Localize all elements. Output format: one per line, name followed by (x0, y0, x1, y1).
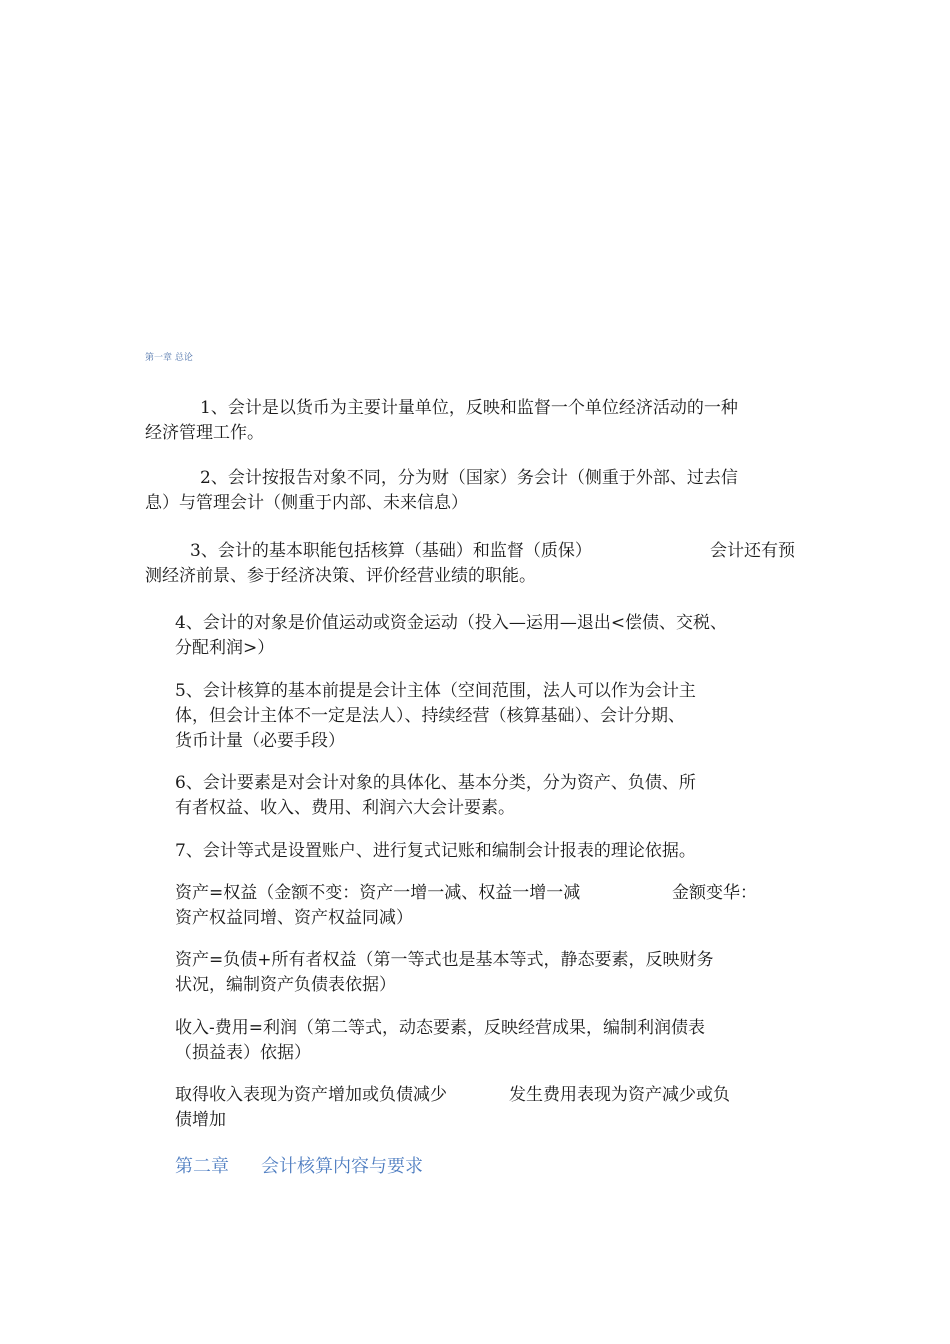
equation-1-line-1b: 金额变华： (672, 883, 757, 903)
equation-3-line-2: （损益表）依据） (175, 1043, 311, 1063)
item-2-line-1: 2、会计按报告对象不同，分为财（国家）务会计（侧重于外部、过去信 (200, 468, 738, 488)
item-2-line-2: 息）与管理会计（侧重于内部、未来信息） (145, 493, 468, 513)
item-6-line-2: 有者权益、收入、费用、利润六大会计要素。 (175, 798, 515, 818)
equation-2-line-2: 状况，编制资产负债表依据） (175, 975, 396, 995)
note-line-2: 债增加 (175, 1110, 226, 1130)
item-3-line-2: 测经济前景、参于经济决策、评价经营业绩的职能。 (145, 566, 536, 586)
equation-1-line-1: 资产=权益（金额不变：资产一增一减、权益一增一减 (175, 883, 581, 903)
item-6-line-1: 6、会计要素是对会计对象的具体化、基本分类，分为资产、负债、所 (175, 773, 696, 793)
note-line-1: 取得收入表现为资产增加或负债减少 (175, 1085, 447, 1105)
chapter-2-title: 会计核算内容与要求 (261, 1156, 423, 1177)
item-3-line-1b: 会计还有预 (710, 541, 795, 561)
note-line-1b: 发生费用表现为资产减少或负 (509, 1085, 730, 1105)
chapter-2-number: 第二章 (175, 1156, 229, 1177)
equation-3-line-1: 收入-费用=利润（第二等式，动态要素，反映经营成果，编制利润债表 (175, 1018, 705, 1038)
chapter-1-heading: 第一章 总论 (145, 353, 193, 363)
item-5-line-3: 货币计量（必要手段） (175, 731, 345, 751)
equation-1-line-2: 资产权益同增、资产权益同减） (175, 908, 413, 928)
item-3-line-1: 3、会计的基本职能包括核算（基础）和监督（质保） (190, 541, 592, 561)
item-7-line-1: 7、会计等式是设置账户、进行复式记账和编制会计报表的理论依据。 (175, 841, 696, 861)
equation-2-line-1: 资产=负债+所有者权益（第一等式也是基本等式，静态要素，反映财务 (175, 950, 714, 970)
item-4-line-1: 4、会计的对象是价值运动或资金运动（投入—运用—退出<偿债、交税、 (175, 613, 728, 633)
item-5-line-1: 5、会计核算的基本前提是会计主体（空间范围，法人可以作为会计主 (175, 681, 696, 701)
item-1-line-1: 1、会计是以货币为主要计量单位，反映和监督一个单位经济活动的一种 (200, 398, 738, 418)
chapter-2-heading (175, 1152, 423, 1178)
item-5-line-2: 体，但会计主体不一定是法人）、持续经营（核算基础）、会计分期、 (175, 706, 685, 726)
item-4-line-2: 分配利润>） (175, 638, 275, 658)
item-1-line-2: 经济管理工作。 (145, 423, 264, 443)
